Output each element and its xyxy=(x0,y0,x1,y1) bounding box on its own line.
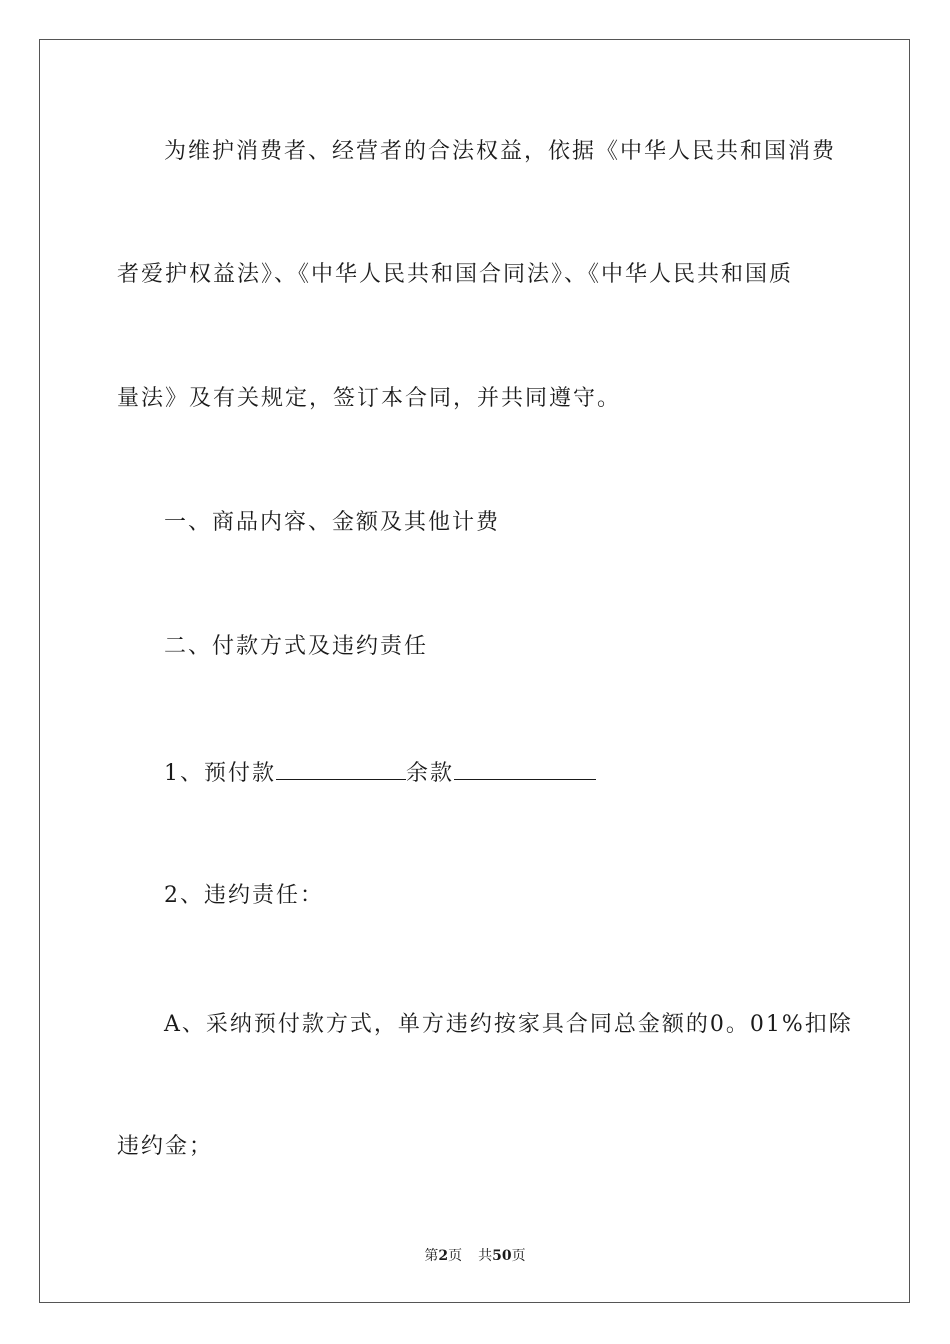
page-footer xyxy=(0,1246,950,1266)
page-prefix: 第 xyxy=(424,1248,439,1264)
paragraph-1-line-3: 量法》及有关规定，签订本合同，并共同遵守。 xyxy=(117,386,622,411)
balance-label: 余款 xyxy=(406,761,455,786)
paragraph-1-line-2: 者爱护权益法》、《中华人民共和国合同法》、《中华人民共和国质 xyxy=(117,262,794,287)
clause-a-line-1: A、采纳预付款方式，单方违约按家具合同总金额的0。01%扣除 xyxy=(164,1012,853,1037)
page-suffix: 页 xyxy=(448,1248,463,1264)
item-1-payment-line xyxy=(0,757,950,789)
total-prefix: 共 xyxy=(478,1248,493,1264)
total-pages: 50 xyxy=(492,1248,512,1264)
prepay-label: 1、预付款 xyxy=(164,761,276,786)
section-1-heading: 一、商品内容、金额及其他计费 xyxy=(164,510,501,535)
page-frame xyxy=(39,39,910,1303)
balance-blank xyxy=(454,757,596,780)
clause-a-line-2: 违约金； xyxy=(117,1134,214,1159)
prepay-blank xyxy=(276,757,406,780)
section-2-heading: 二、付款方式及违约责任 xyxy=(164,634,429,659)
total-suffix: 页 xyxy=(511,1248,526,1264)
item-2-breach-heading: 2、违约责任： xyxy=(164,883,324,908)
paragraph-1-line-1: 为维护消费者、经营者的合法权益，依据《中华人民共和国消费 xyxy=(164,139,837,164)
page-number: 2 xyxy=(438,1248,449,1264)
